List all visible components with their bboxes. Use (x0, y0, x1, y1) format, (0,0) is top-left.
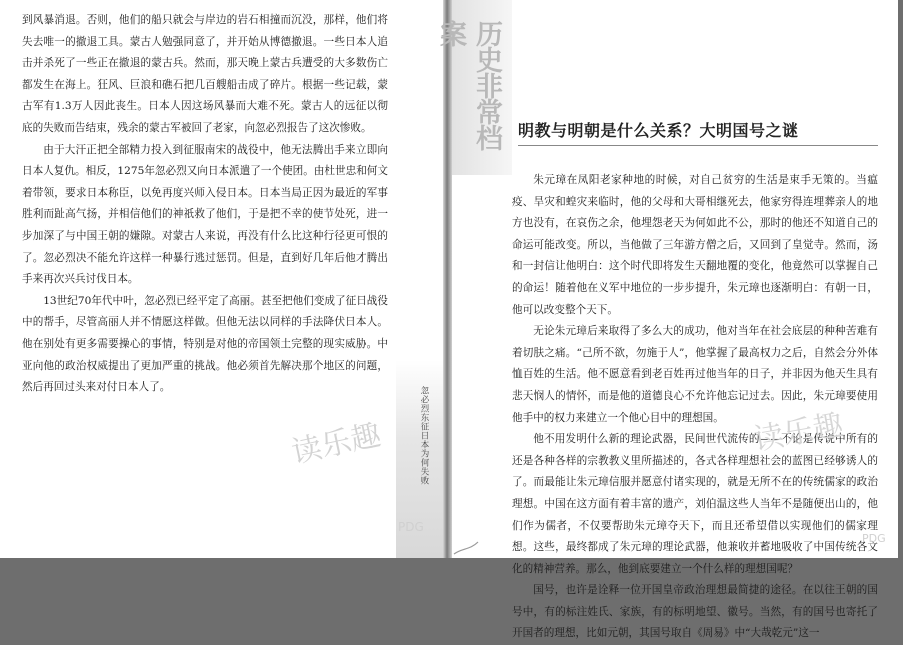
right-page (435, 0, 898, 640)
watermark-pdg: PDG (398, 520, 424, 534)
left-paragraph-1: 到风暴消退。否则，他们的船只就会与岸边的岩石相撞而沉没，那样，他们将失去唯一的撤退工具。蒙古人勉强同意了，并开始从博德撤退。一些日本人追击并杀死了一些正在撤退的蒙古兵。然而，那天晚上蒙古兵遭受的大多数伤亡都发生在海上。狂风、巨浪和礁石把几百艘船击成了碎片。根据一些记载，蒙古军有1.3万人因此丧生。日本人因这场风暴而大难不死。蒙古人的远征以彻底的失败而告结束，残余的蒙古军被回了老家，向忽必烈报告了这次惨败。 (22, 14, 388, 134)
watermark-calligraphy: 读乐趣 (288, 417, 384, 471)
title-divider (518, 145, 878, 146)
series-banner (435, 0, 512, 175)
running-head-caption: 忽必烈东征日本为何失败 (419, 386, 429, 485)
corner-swirl-icon (452, 520, 482, 558)
right-paragraph-2: 无论朱元璋后来取得了多么大的成功，他对当年在社会底层的种种苦难有着切肤之痛。“己所不欲，勿施于人”，他掌握了最高权力之后，自然会分外体恤百姓的生活。他不愿意看到老百姓再过他当年的日子，并非因为他天生具有悲天悯人的情怀，而是他的道德良心不允许他忘记过去。因此，朱元璋要使用他手中的权力来建立一个他心目中的理想国。 (512, 325, 878, 424)
watermark-calligraphy: 读乐趣 (751, 407, 846, 458)
right-paragraph-4: 国号，也许是诠释一位开国皇帝政治理想最简捷的途径。在以往王朝的国号中，有的标注姓氏、家族，有的标明地望、徽号。当然，有的国号也寄托了开国者的理想，比如元朝，其国号取自《周易》中“大哉乾元”这一 (512, 584, 878, 640)
chapter-title: 明教与明朝是什么关系？大明国号之谜 (518, 121, 799, 140)
series-banner-text: 历史非常档案 (435, 20, 502, 150)
left-page (0, 0, 443, 558)
book-gutter (443, 0, 452, 558)
right-page-body (512, 170, 878, 645)
watermark-pdg: PDG (862, 532, 886, 545)
left-page-body (22, 10, 388, 399)
right-paragraph-3: 他不用发明什么新的理论武器，民间世代流传的——不论是传说中所有的还是各种各样的宗教教义里所描述的，各式各样理想社会的蓝图已经够诱人的了。而最能让朱元璋信服并愿意付诸实现的，就是无所不在的传统儒家的政治理想。中国在这方面有着丰富的遗产，刘伯温这些人当年不是随便出山的，他们作为儒者，不仅要帮助朱元璋夺天下，而且还希望借以实现他们的儒家理想。这些，最终都成了朱元璋的理论武器，他兼收并蓄地吸收了中国传统各文化的精神营养。那么，他到底要建立一个什么样的理想国呢？ (512, 433, 878, 575)
right-paragraph-1: 朱元璋在凤阳老家种地的时候，对自己贫穷的生活是束手无策的。当瘟疫、旱灾和蝗灾来临时，他的父母和大哥相继死去，他家穷得连埋葬亲人的地方也没有，在哀伤之余，他埋怨老天为何如此不公，那时的他还不知道自己的命运可能改变。所以，当他做了三年游方僧之后，又回到了皇觉寺。然而，汤和一封信让他明白：这个时代即将发生天翻地覆的变化，他竟然可以掌握自己的命运！随着他在义军中地位的一步步提升，朱元璋也逐渐明白：有朝一日，他可以改变整个天下。 (512, 174, 878, 316)
left-paragraph-3: 13世纪70年代中叶，忽必烈已经平定了高丽。甚至把他们变成了征日战役中的帮手，尽管高丽人并不情愿这样做。但他无法以同样的手法降伏日本人。他在别处有更多需要操心的事情，特别是对他的帝国领土完整的现实威胁。中亚向他的政治权威提出了更加严重的挑战。他必须首先解决那个地区的问题，然后再回过头来对付日本人了。 (22, 294, 388, 394)
left-paragraph-2: 由于大汗正把全部精力投入到征服南宋的战役中，他无法腾出手来立即向日本人复仇。相反，1275年忽必烈又向日本派遣了一个使团。由杜世忠和何文着带领，要求日本称臣，以免再度兴师入侵日本。日本当局正因为最近的军事胜利而趾高气扬，并相信他们的神祇救了他们，于是把不幸的使节处死，进一步加深了与中国王朝的嫌隙。对蒙古人来说，再没有什么比这种行径更可恨的了。忽必烈决不能允许这样一种暴行逃过惩罚。但是，直到好几年后他才腾出手来再次兴兵讨伐日本。 (22, 143, 388, 286)
